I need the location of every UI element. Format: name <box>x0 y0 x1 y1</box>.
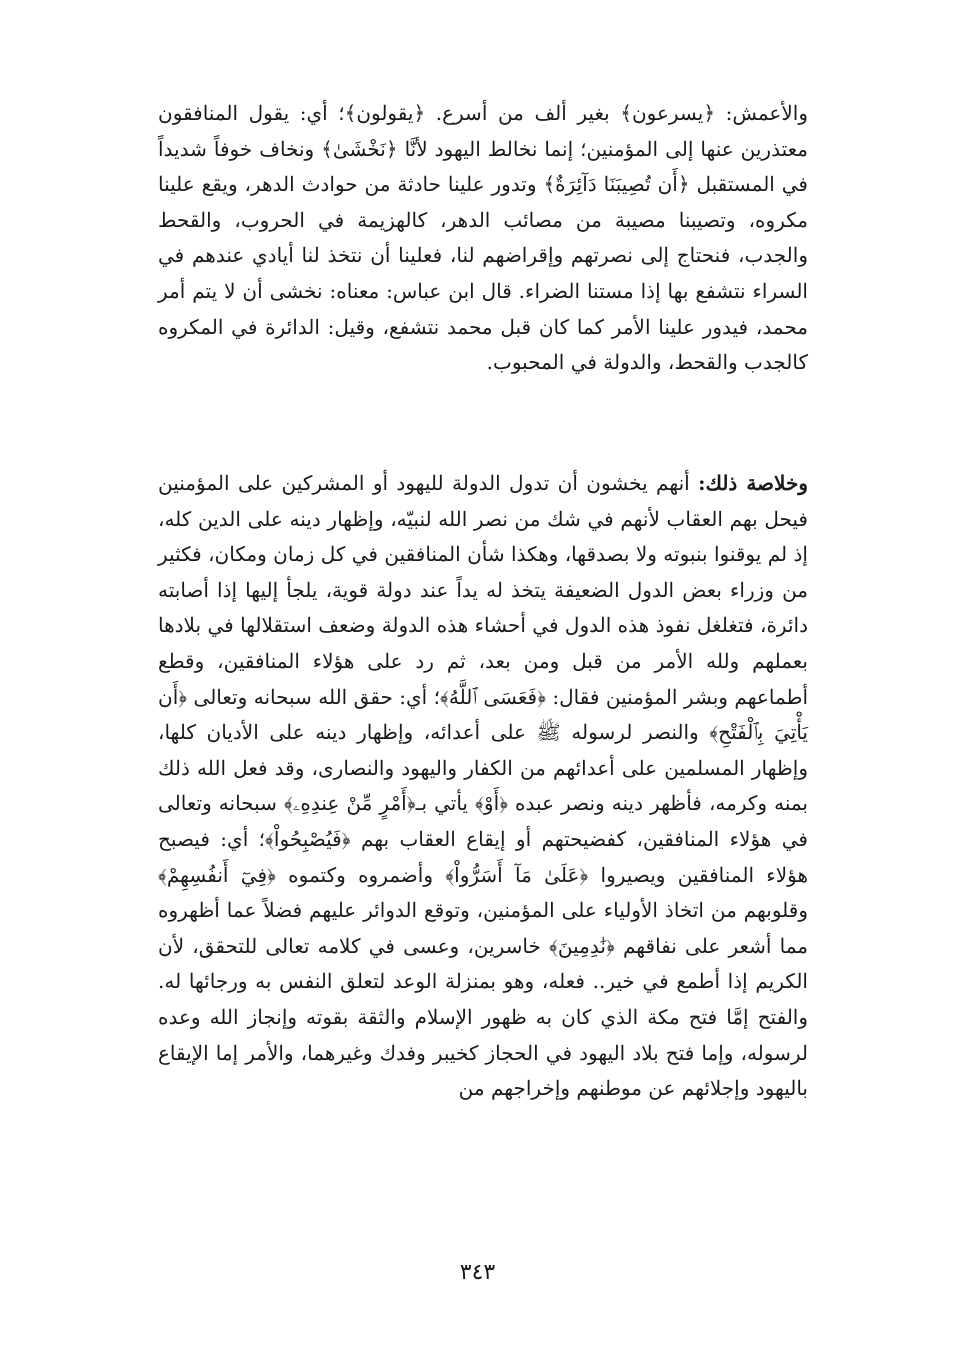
paragraph-2 <box>158 466 808 1107</box>
paragraph-2-lead: وخلاصة ذلك: <box>698 471 808 495</box>
page-number: ٣٤٣ <box>459 1260 496 1285</box>
paragraph-2-body: أنهم يخشون أن تدول الدولة لليهود أو المشركين على المؤمنين فيحل بهم العقاب لأنهم في شك من نصر الله لنبيّه، وإظهار دينه على الدين كله، إذ لم يوقنوا بنبوته ولا بصدقها، وهكذا شأن المنافقين في كل زمان ومكان، فكثير من وزراء بعض الدول الضعيفة يتخذ له يداً عند دولة قوية، يلجأ إليها إذا أصابته دائرة، فتغلغل نفوذ هذه الدول في أحشاء هذه الدولة وضعف استقلالها في بلادها بعملهم ولله الأمر من قبل ومن بعد، ثم رد على هؤلاء المنافقين، وقطع أطماعهم وبشر المؤمنين فقال: ﴿فَعَسَى ٱللَّهُ﴾؛ أي: حقق الله سبحانه وتعالى ﴿أَن يَأْتِيَ بِٱلْفَتْحِ﴾ والنصر لرسوله ﷺ على أعدائه، وإظهار دينه على الأديان كلها، وإظهار المسلمين على أعدائهم من الكفار واليهود والنصارى، وقد فعل الله ذلك بمنه وكرمه، فأظهر دينه ونصر عبده ﴿أَوْ﴾ يأتي بـ﴿أَمْرٍ مِّنْ عِندِهِۦ﴾ سبحانه وتعالى في هؤلاء المنافقين، كفضيحتهم أو إيقاع العقاب بهم ﴿فَيُصْبِحُواْ﴾؛ أي: فيصبح هؤلاء المنافقين ويصيروا ﴿عَلَىٰ مَآ أَسَرُّواْ﴾ وأضمروه وكتموه ﴿فِيٓ أَنفُسِهِمْ﴾ وقلوبهم من اتخاذ الأولياء على المؤمنين، وتوقع الدوائر عليهم فضلاً عما أظهروه مما أشعر على نفاقهم ﴿نَٰدِمِينَ﴾ خاسرين، وعسى في كلامه تعالى للتحقق، لأن الكريم إذا أطمع في خير.. فعله، وهو بمنزلة الوعد لتعلق النفس به ورجائها له. والفتح إمَّا فتح مكة الذي كان به ظهور الإسلام والثقة بقوته وإنجاز الله وعده لرسوله، وإما فتح بلاد اليهود في الحجاز كخيبر وفدك وغيرهما، والأمر إما الإيقاع باليهود وإجلائهم عن موطنهم وإخراجهم من <box>158 471 808 1101</box>
paragraph-1: والأعمش: ﴿يسرعون﴾ بغير ألف من أسرع. ﴿يقولون﴾؛ أي: يقول المنافقون معتذرين عنها إلى المؤمنين؛ إنما نخالط اليهود لأنَّا ﴿نَخْشَىٰ﴾ ونخاف خوفاً شديداً في المستقبل ﴿أَن تُصِيبَنَا دَآئِرَةٌ﴾ وتدور علينا حادثة من حوادث الدهر، ويقع علينا مكروه، وتصيبنا مصيبة من مصائب الدهر، كالهزيمة في الحروب، والقحط والجدب، فنحتاج إلى نصرتهم وإقراضهم لنا، فعلينا أن نتخذ لنا أيادي عندهم في السراء نتشفع بها إذا مستنا الضراء. قال ابن عباس: معناه: نخشى أن لا يتم أمر محمد، فيدور علينا الأمر كما كان قبل محمد نتشفع، وقيل: الدائرة في المكروه كالجدب والقحط، والدولة في المحبوب. <box>158 101 808 375</box>
